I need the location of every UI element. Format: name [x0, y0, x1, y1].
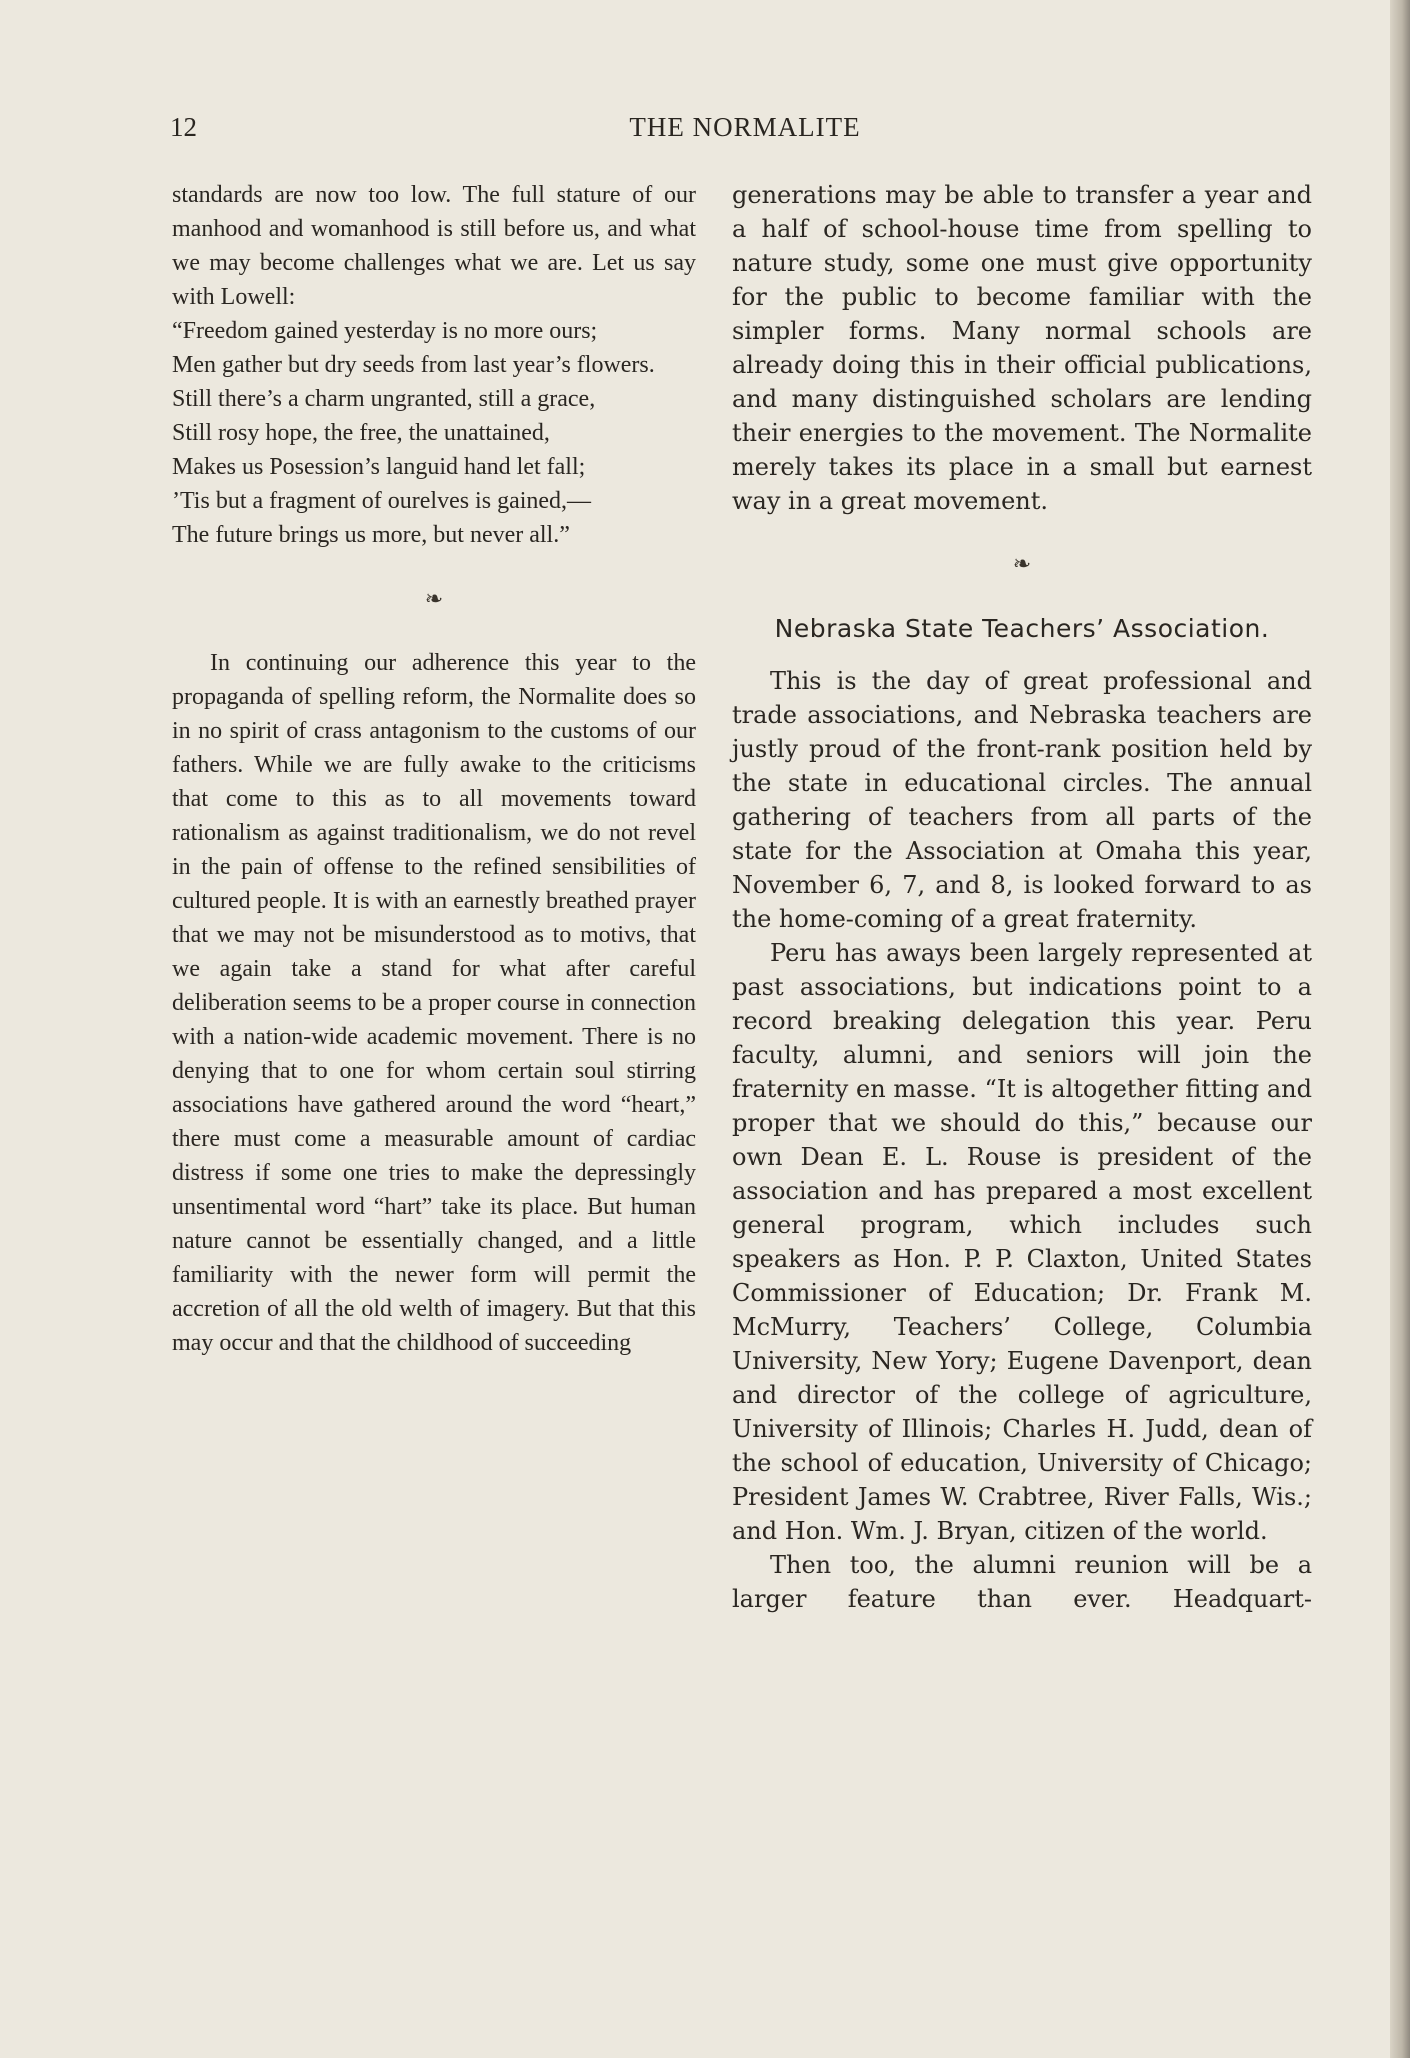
section-ornament: ❧ — [424, 586, 444, 611]
poem-line: The future brings us more, but never all.” — [172, 522, 570, 548]
poem-line: Still rosy hope, the free, the unattained, — [172, 420, 550, 446]
poem-line: ’Tis but a fragment of ourelves is gained,— — [172, 488, 592, 514]
page-header — [170, 112, 1320, 152]
poem-line: Makes us Posession’s languid hand let fall; — [172, 454, 586, 480]
article-heading: Nebraska State Teachers’ Association. — [774, 614, 1270, 643]
poem-line: Still there’s a charm ungranted, still a grace, — [172, 386, 596, 412]
article-paragraph: Peru has aways been largely represented at past associations, but indications point to a record breaking delegation this year. Peru faculty, alumni, and seniors will join the fraternity en masse. “It is altogether fitting and proper that we should do this,” because our own Dean E. L. Rouse is president of the association and has prepared a most excellent general program, which includes such speakers as Hon. P. P. Claxton, United States Commissioner of Education; Dr. Frank M. McMurry, Teachers’ College, Columbia University, New Yory; Eugene Davenport, dean and director of the college of agriculture, University of Illinois; Charles H. Judd, dean of the school of education, University of Chicago; President James W. Crabtree, River Falls, Wis.; and Hon. Wm. J. Bryan, citizen of the world. — [732, 939, 1312, 1545]
left-column — [172, 178, 696, 1360]
article-paragraph: This is the day of great professional and trade associations, and Nebraska teachers are justly proud of the front-rank position held by the state in educational circles. The annual gathering of teachers from all parts of the state for the Association at Omaha this year, November 6, 7, and 8, is looked forward to as the home-coming of a great fraternity. — [732, 667, 1312, 933]
lowell-poem — [172, 314, 696, 552]
spelling-reform-paragraph: In continuing our adherence this year to the propaganda of spelling reform, the Normalite does so in no spirit of crass antagonism to the customs of our fathers. While we are fully awake to the criticisms that come to this as to all movements toward rationalism as against traditionalism, we do not revel in the pain of offense to the refined sensibilities of cultured people. It is with an earnestly breathed prayer that we may not be misunderstood as to motivs, that we again take a stand for what after careful deliberation seems to be a proper course in connection with a nation-wide academic movement. There is no denying that to one for whom certain soul stirring associations have gathered around the word “heart,” there must come a measurable amount of cardiac distress if some one tries to make the depressingly unsentimental word “hart” take its place. But human nature cannot be essentially changed, and a little familiarity with the newer form will permit the accretion of all the old welth of imagery. But that this may occur and that the childhood of succeeding — [172, 650, 696, 1356]
continuation-paragraph: generations may be able to transfer a year and a half of school-house time from spelling to nature study, some one must give opportunity for the public to become familiar with the simpler forms. Many normal schools are already doing this in their official publications, and many distinguished scholars are lending their energies to the movement. The Normalite merely takes its place in a small but earnest way in a great movement. — [732, 181, 1312, 515]
page-edge — [1390, 0, 1410, 2058]
section-ornament: ❧ — [1012, 552, 1032, 577]
poem-line: “Freedom gained yesterday is no more ours; — [172, 318, 598, 344]
right-column — [732, 178, 1312, 1616]
poem-line: Men gather but dry seeds from last year’s flowers. — [172, 352, 655, 378]
page-number: 12 — [170, 112, 197, 142]
intro-paragraph: standards are now too low. The full stature of our manhood and womanhood is still before us, and what we may become challenges what we are. Let us say with Lowell: — [172, 182, 696, 310]
article-paragraph: Then too, the alumni reunion will be a larger feature than ever. Headquart- — [732, 1551, 1312, 1613]
running-title: THE NORMALITE — [629, 112, 861, 142]
